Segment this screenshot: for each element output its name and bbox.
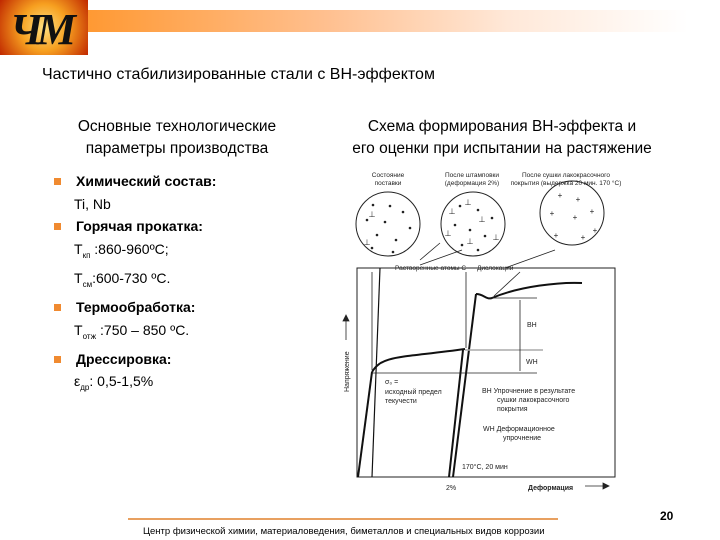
bake-curve <box>476 283 582 299</box>
circle-label: (деформация 2%) <box>444 180 500 187</box>
svg-text:⊥: ⊥ <box>444 229 452 238</box>
x-axis-label: Деформация <box>528 485 574 492</box>
svg-text:⊥: ⊥ <box>492 233 500 242</box>
svg-text:⊥: ⊥ <box>368 210 376 219</box>
logo-mark: ЧМ <box>10 5 71 54</box>
subscript: см <box>82 279 93 289</box>
subscript: отж <box>82 331 97 341</box>
svg-text:+: + <box>553 231 559 240</box>
left-heading-line: параметры производства <box>85 140 269 157</box>
yield-label: текучести <box>385 398 417 405</box>
svg-text:+: + <box>557 191 563 200</box>
circle-after-stamping <box>441 192 505 256</box>
page-number: 20 <box>660 509 674 523</box>
value: : 0,5-1,5% <box>89 373 154 390</box>
svg-text:+: + <box>589 207 595 216</box>
yield-label: исходный предел <box>385 389 442 396</box>
value: :860-960ºC; <box>90 240 169 257</box>
footer-text: Центр физической химии, материаловедения, биметаллов и специальных видов коррозии <box>143 526 545 537</box>
right-heading-line: его оценки при испытании на растяжение <box>352 140 652 157</box>
value: :600-730 ºC. <box>92 269 171 286</box>
subscript: др <box>80 383 90 393</box>
bh-description: покрытия <box>497 406 528 413</box>
circle-label: После сушки лакокрасочного <box>522 172 610 179</box>
sigma-label: σ₀ = <box>385 379 399 386</box>
item-value: Ti, Nb <box>74 195 111 212</box>
svg-text:+: + <box>592 226 598 235</box>
item-label: Дрессировка: <box>76 350 172 367</box>
bh-description: сушки лакокрасочного <box>497 397 570 404</box>
wh-label: WH <box>526 359 538 366</box>
wh-description: упрочнение <box>503 435 541 442</box>
bake-label: 170°C, 20 мин <box>462 464 508 471</box>
item-label: Горячая прокатка: <box>76 218 203 234</box>
slide-title: Частично стабилизированные стали с ВН-эффектом <box>42 66 435 83</box>
plateau-curve <box>372 349 465 372</box>
dislocations-label: Дислокации <box>477 265 514 272</box>
svg-text:⊥: ⊥ <box>478 215 486 224</box>
bh-label: ВН <box>527 322 537 329</box>
plot-frame <box>357 268 615 477</box>
reloading-line <box>453 294 476 477</box>
subscript: кп <box>82 250 91 260</box>
wh-description: WH Деформационное <box>483 426 555 433</box>
svg-text:⊥: ⊥ <box>464 198 472 207</box>
symbol: T <box>74 321 83 338</box>
svg-text:+: + <box>572 213 578 222</box>
symbol: ε <box>74 373 81 390</box>
strain-tick-label: 2% <box>446 485 457 492</box>
item-label: Химический состав: <box>76 173 217 189</box>
item-label: Термообработка: <box>76 299 196 316</box>
circle-label: покрытия (выдержка 20 мин. 170 °C) <box>510 180 622 187</box>
circle-label: После штамповки <box>444 172 500 179</box>
bh-description: ВН Упрочнение в результате <box>482 388 576 395</box>
svg-text:⊥: ⊥ <box>466 237 474 246</box>
value: :750 – 850 ºC. <box>96 321 190 338</box>
footer-line <box>128 518 558 520</box>
circle-label: Состояние <box>371 172 405 179</box>
svg-text:+: + <box>575 195 581 204</box>
elastic-line <box>358 372 372 477</box>
circle-label: поставки <box>374 180 402 187</box>
svg-text:+: + <box>549 209 555 218</box>
left-heading-line: Основные технологические <box>77 118 277 135</box>
svg-text:⊥: ⊥ <box>448 207 456 216</box>
svg-text:+: + <box>580 233 586 242</box>
symbol: T <box>74 269 83 286</box>
right-heading-line: Схема формирования ВН-эффекта и <box>367 118 637 135</box>
svg-text:⊥: ⊥ <box>363 238 371 247</box>
atoms <box>363 204 494 254</box>
y-axis-label: Напряжение <box>344 351 351 392</box>
atoms-label: Растворенные атомы C <box>395 265 467 272</box>
symbol: T <box>74 240 83 257</box>
